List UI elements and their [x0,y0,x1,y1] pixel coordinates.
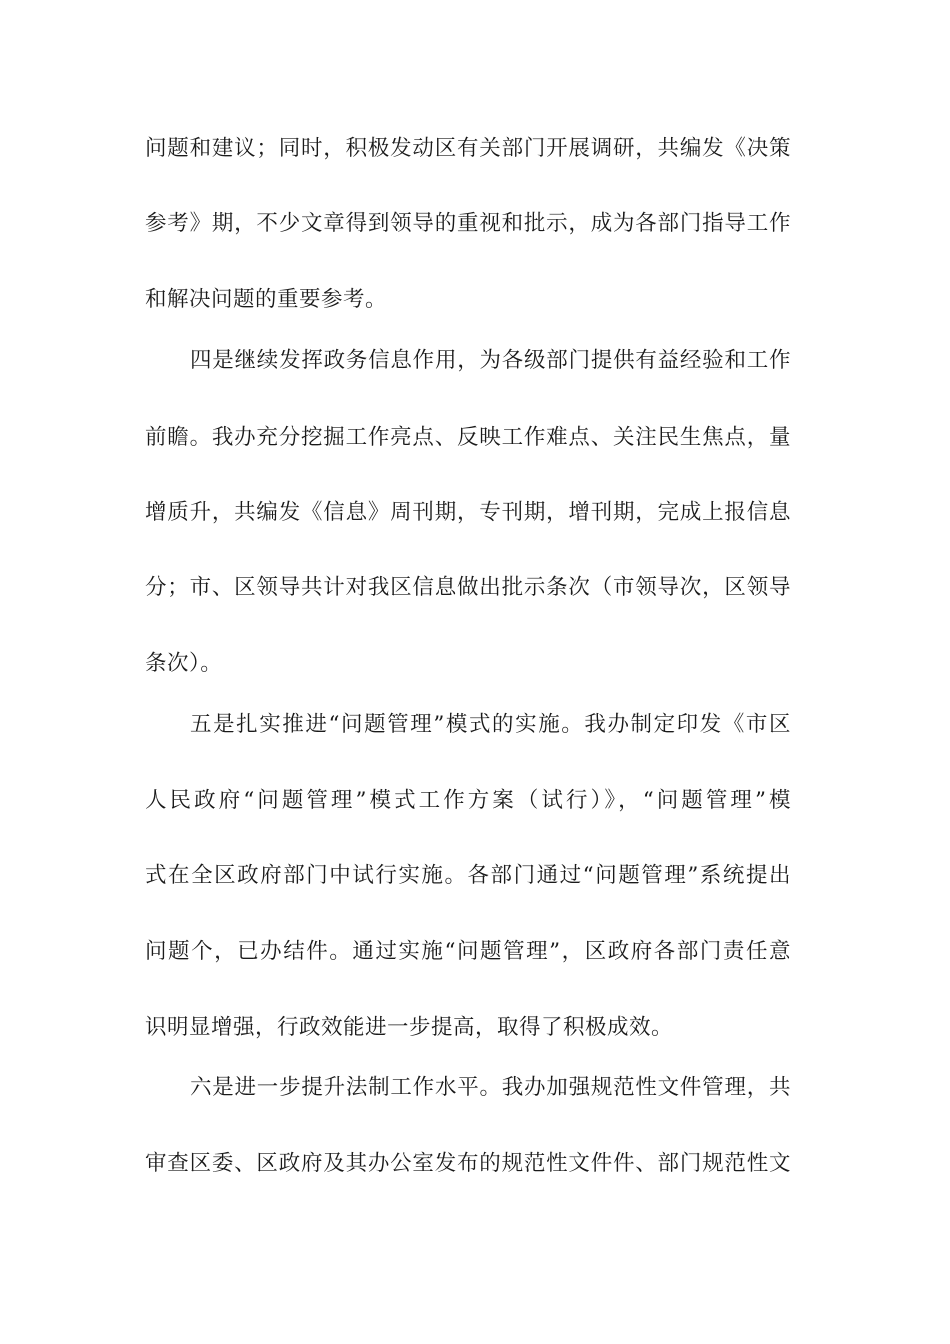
text-line: 条次）。 [145,651,223,676]
paragraph-first-line: 五是扎实推进“问题管理”模式的实施。我办制定印发《市区 [190,712,791,737]
paragraph-first-line: 六是进一步提升法制工作水平。我办加强规范性文件管理，共 [190,1075,791,1100]
text-line: 和解决问题的重要参考。 [145,287,388,312]
text-line: 识明显增强，行政效能进一步提高，取得了积极成效。 [145,1015,674,1040]
text-line: 分；市、区领导共计对我区信息做出批示条次（市领导次，区领导 [145,575,791,600]
text-line: 审查区委、区政府及其办公室发布的规范性文件件、部门规范性文 [145,1151,791,1176]
text-line: 式在全区政府部门中试行实施。各部门通过“问题管理”系统提出 [145,863,791,888]
text-line: 参考》期，不少文章得到领导的重视和批示，成为各部门指导工作 [145,211,791,236]
text-line: 问题个，已办结件。通过实施“问题管理”，区政府各部门责任意 [145,939,791,964]
text-line: 增质升，共编发《信息》周刊期，专刊期，增刊期，完成上报信息 [145,500,791,525]
paragraph-first-line: 四是继续发挥政务信息作用，为各级部门提供有益经验和工作 [190,348,791,373]
text-line: 问题和建议；同时，积极发动区有关部门开展调研，共编发《决策 [145,136,791,161]
text-line: 前瞻。我办充分挖掘工作亮点、反映工作难点、关注民生焦点，量 [145,425,791,450]
text-line: 人民政府“问题管理”模式工作方案（试行）》，“问题管理”模 [145,788,791,813]
